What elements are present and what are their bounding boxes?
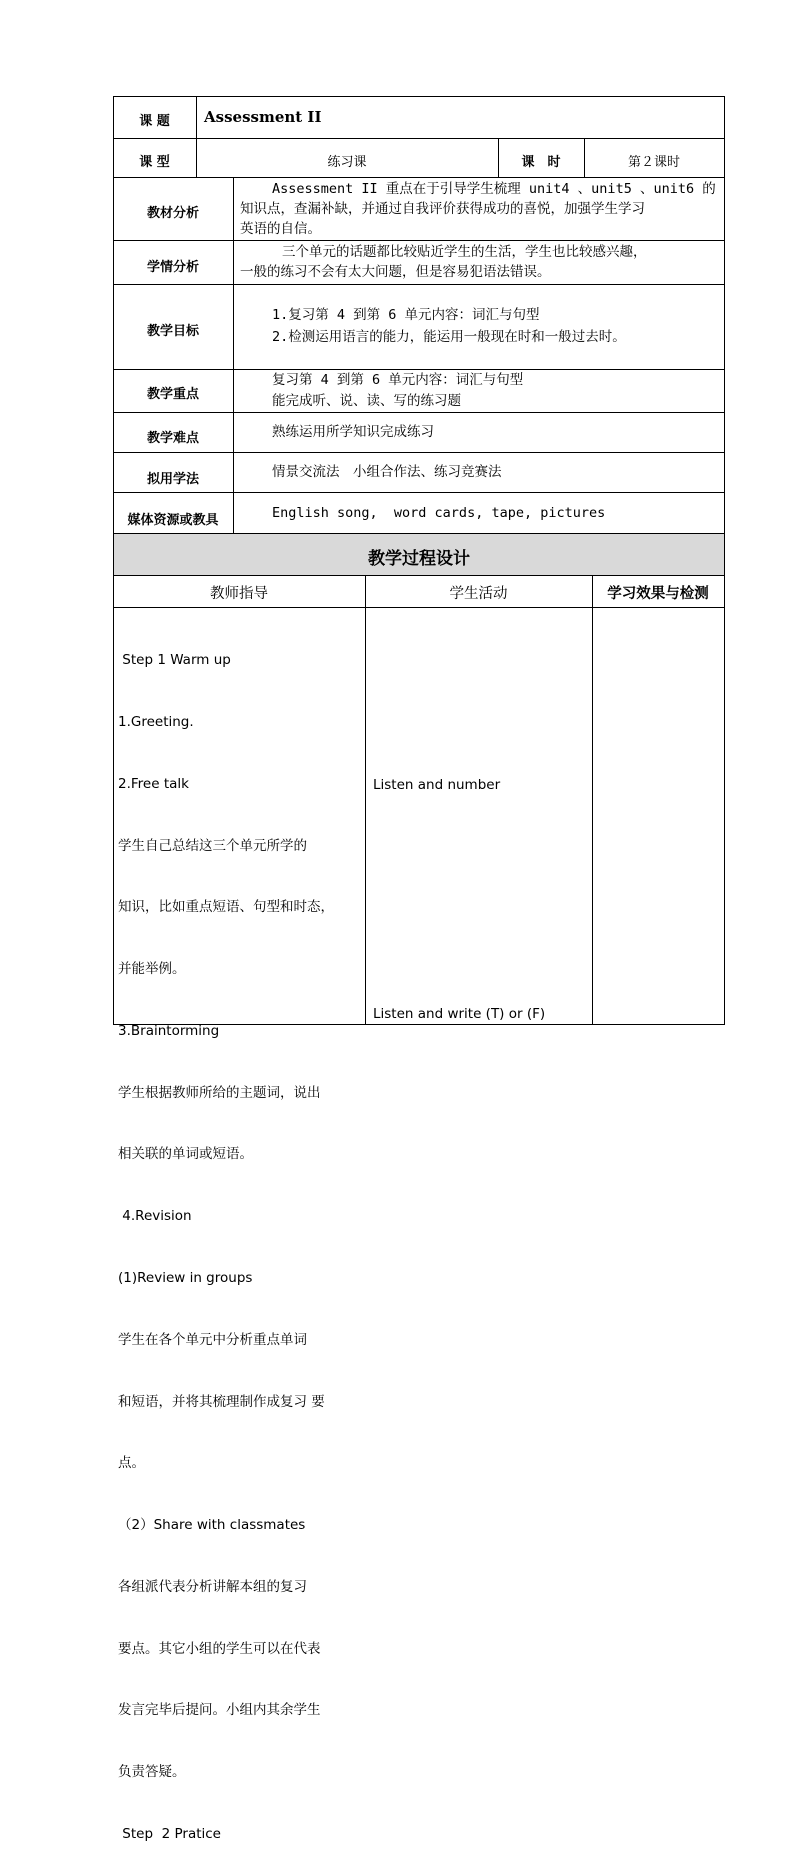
col-header-student: 学生活动	[449, 586, 508, 602]
key-label: 教学重点	[146, 387, 199, 402]
teacher-line: 和短语，并将其梳理制作成复习 要	[118, 1393, 325, 1410]
period-value: 第２课时	[627, 155, 680, 170]
analysis-line: 英语的自信。	[240, 221, 321, 237]
table-rule	[113, 575, 725, 576]
media-label: 媒体资源或教具	[127, 513, 219, 528]
teacher-line: 3.Braintorming	[118, 1022, 220, 1039]
topic-label: 课 题	[139, 114, 170, 129]
analysis-label: 教材分析	[146, 206, 199, 221]
effect-cell	[593, 608, 724, 1024]
students-text	[240, 242, 720, 282]
teacher-line: 知识，比如重点短语、句型和时态，	[118, 899, 334, 916]
process-title: 教学过程设计	[368, 549, 470, 569]
table-rule	[365, 575, 366, 1024]
teacher-line: Step 1 Warm up	[118, 652, 231, 669]
analysis-line: 知识点，查漏补缺，并通过自我评价获得成功的喜悦，加强学生学习	[240, 201, 645, 217]
goals-text	[272, 304, 722, 348]
students-line: 一般的练习不会有太大问题，但是容易犯语法错误。	[240, 264, 551, 280]
period-label: 课 时	[521, 155, 561, 170]
table-rule	[233, 177, 234, 533]
goals-line: 1.复习第 4 到第 6 单元内容：词汇与句型	[272, 307, 540, 323]
key-text	[272, 370, 722, 411]
teacher-line: 并能举例。	[118, 961, 186, 978]
teacher-guidance	[118, 609, 364, 1865]
table-rule	[113, 240, 725, 241]
teacher-line: 2.Free talk	[118, 775, 189, 792]
methods-value: 情景交流法 小组合作法、练习竞赛法	[272, 464, 502, 480]
key-line: 复习第 4 到第 6 单元内容：词汇与句型	[272, 372, 524, 388]
difficult-value: 熟练运用所学知识完成练习	[272, 424, 434, 440]
key-line: 能完成听、说、读、写的练习题	[272, 392, 461, 409]
teacher-line: Step 2 Pratice	[118, 1826, 221, 1843]
difficult-label: 教学难点	[146, 431, 199, 446]
teacher-line: 学生自己总结这三个单元所学的	[118, 837, 307, 854]
table-rule	[113, 177, 725, 178]
topic-value: Assessment II	[204, 108, 322, 126]
col-header-teacher: 教师指导	[210, 586, 268, 602]
teacher-line: 发言完毕后提问。小组内其余学生	[118, 1702, 321, 1719]
teacher-line: 点。	[118, 1455, 145, 1472]
students-line: 三个单元的话题都比较贴近学生的生活，学生也比较感兴趣，	[282, 244, 647, 260]
type-label: 课 型	[139, 155, 170, 170]
table-rule	[113, 138, 725, 139]
table-rule	[113, 284, 725, 285]
teacher-line: (1)Review in groups	[118, 1270, 253, 1286]
media-value: English song, word cards, tape, pictures	[272, 505, 606, 521]
teacher-line: 负责答疑。	[118, 1764, 186, 1781]
teacher-line: （2）Share with classmates	[118, 1517, 306, 1534]
student-activity-2: Listen and write (T) or (F)	[373, 1006, 546, 1022]
table-rule	[113, 492, 725, 493]
methods-label: 拟用学法	[146, 472, 199, 487]
teacher-line: 要点。其它小组的学生可以在代表	[118, 1640, 321, 1657]
analysis-text	[240, 179, 720, 239]
teacher-line: 1.Greeting.	[118, 713, 194, 730]
teacher-line: 相关联的单词或短语。	[118, 1146, 253, 1163]
type-value: 练习课	[327, 155, 367, 170]
analysis-line: Assessment II 重点在于引导学生梳理 unit4 、unit5 、unit6 的	[272, 181, 716, 197]
col-header-effect: 学习效果与检测	[607, 586, 709, 602]
table-rule	[113, 96, 725, 97]
table-rule	[113, 412, 725, 413]
teacher-line: 学生在各个单元中分析重点单词	[118, 1331, 307, 1348]
student-activity-1: Listen and number	[373, 777, 501, 793]
teacher-line: 各组派代表分析讲解本组的复习	[118, 1578, 307, 1595]
teacher-line: 学生根据教师所给的主题词，说出	[118, 1084, 321, 1101]
students-label: 学情分析	[146, 260, 199, 275]
goals-label: 教学目标	[146, 324, 199, 339]
goals-line: 2.检测运用语言的能力，能运用一般现在时和一般过去时。	[272, 329, 626, 345]
table-rule	[113, 452, 725, 453]
teacher-line: 4.Revision	[118, 1208, 192, 1225]
